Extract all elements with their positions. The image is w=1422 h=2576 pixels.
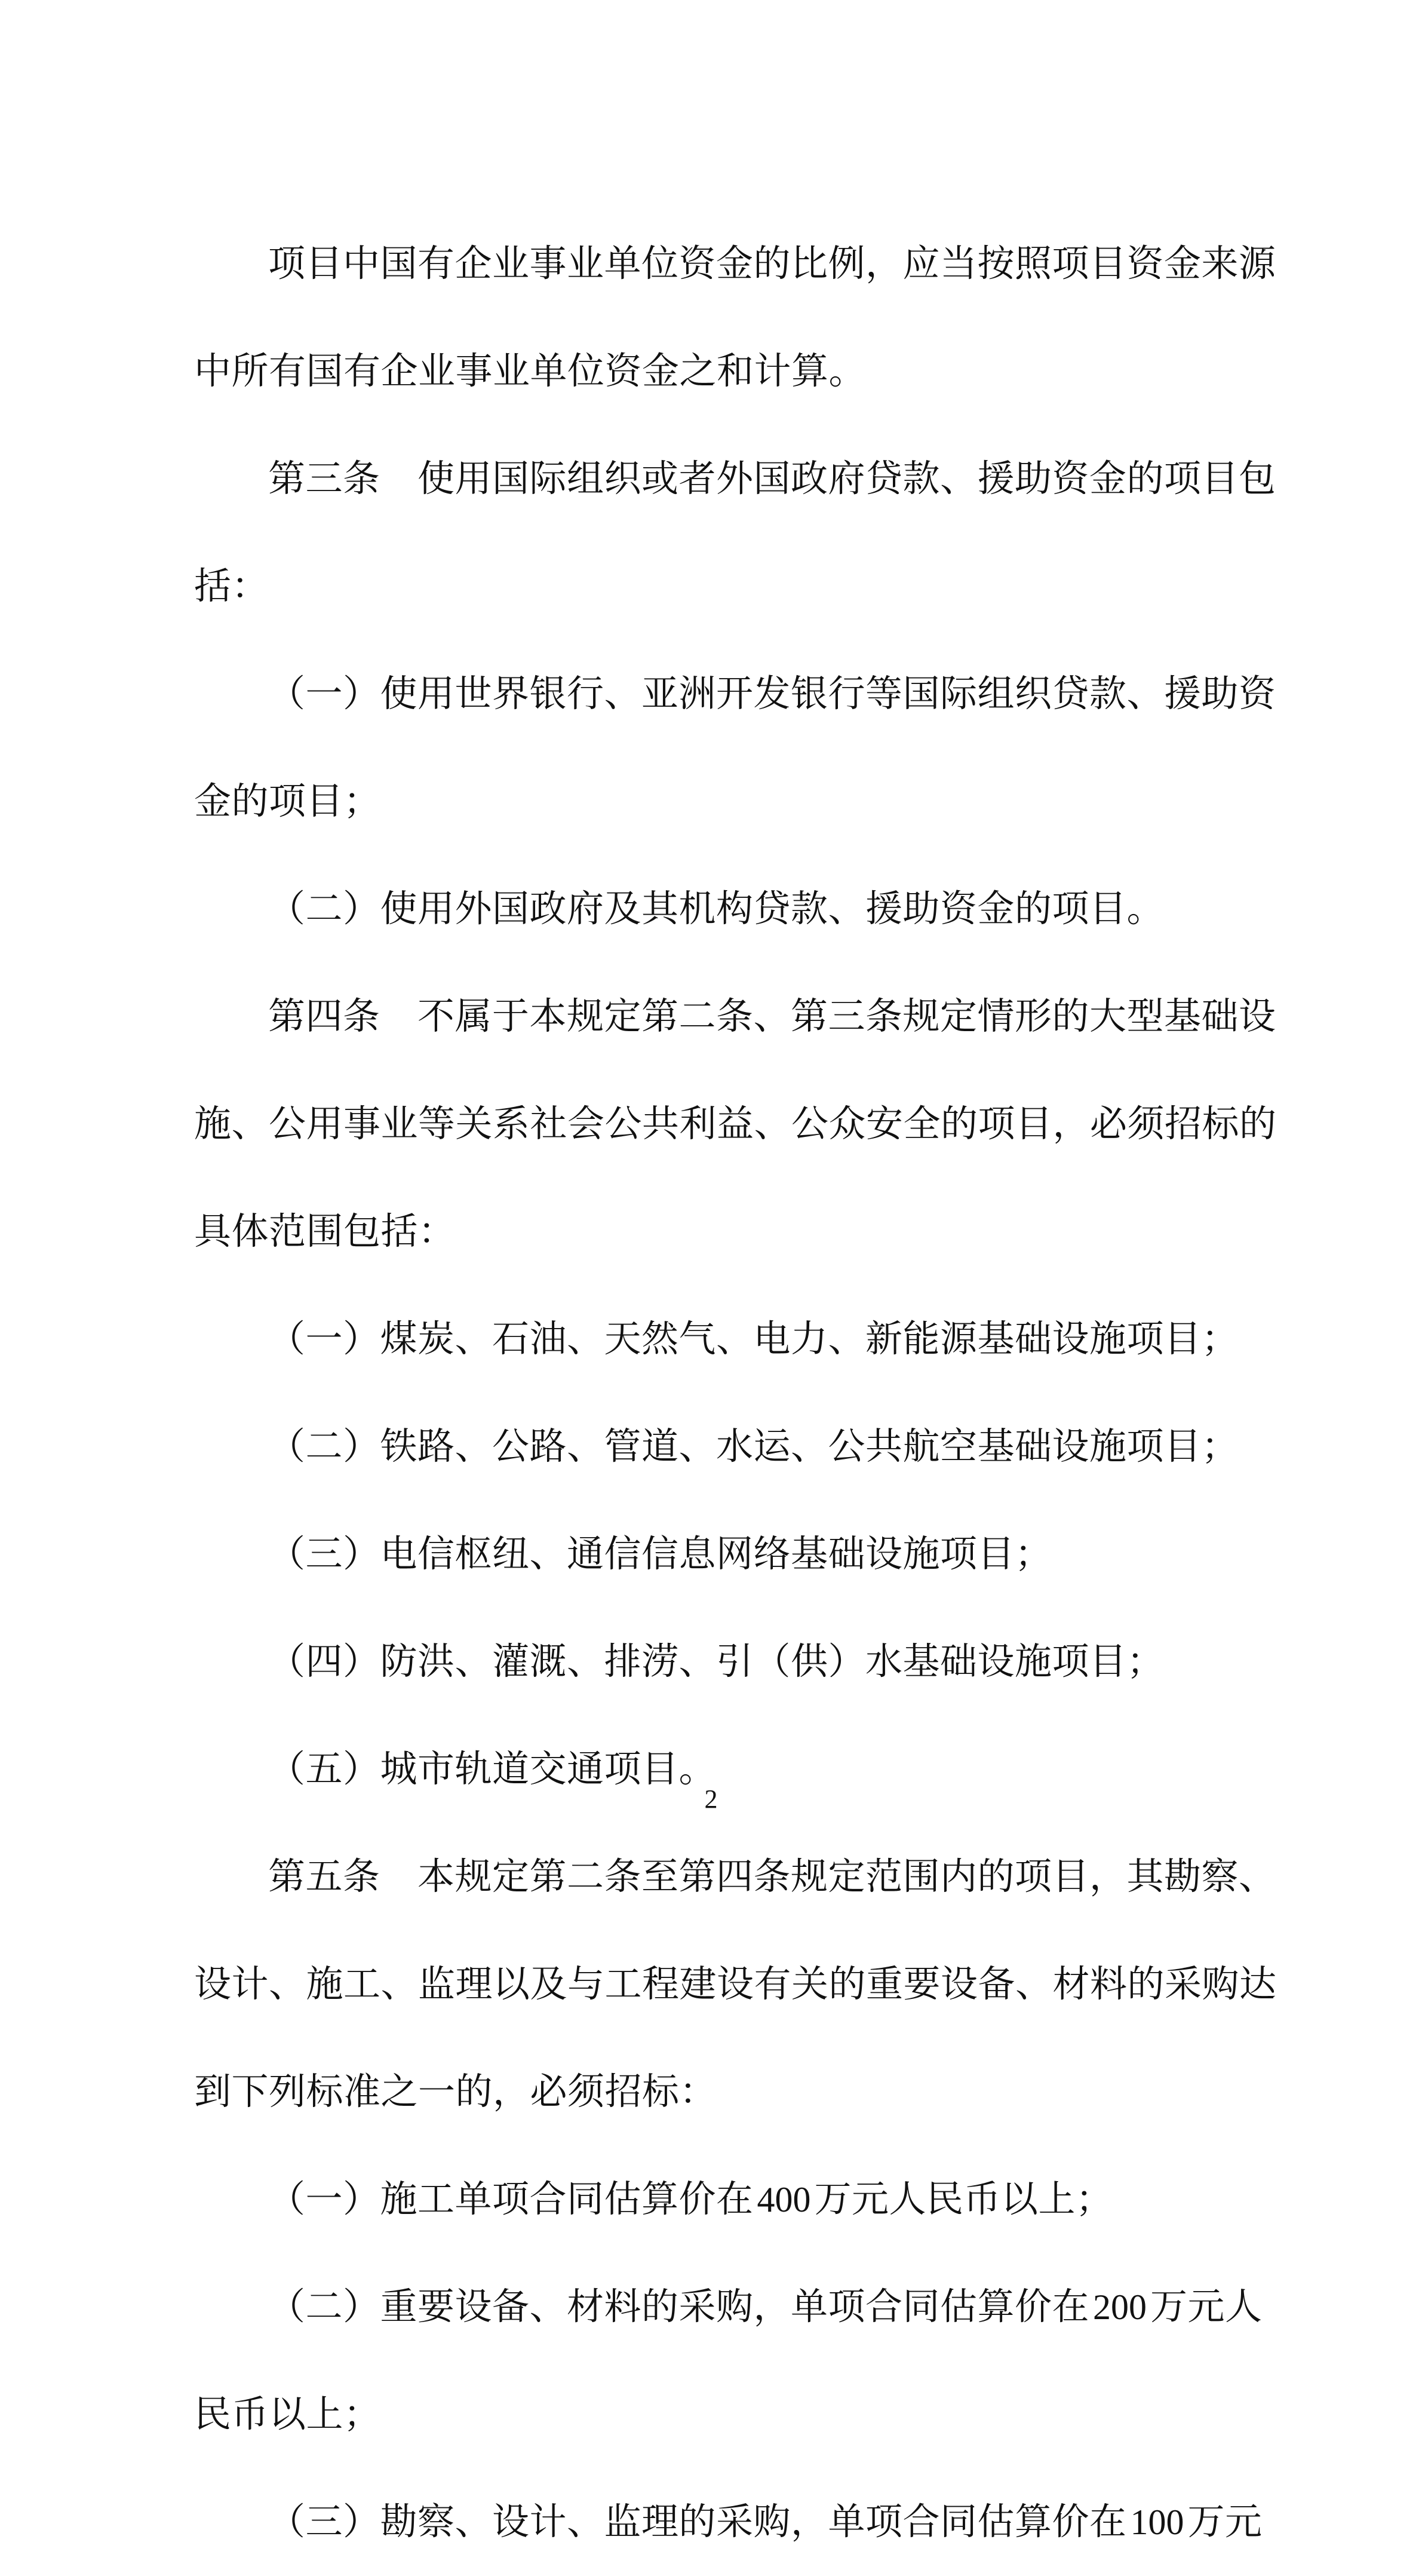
line-text-segment: （一）施工单项合同估算价在 <box>268 2179 754 2220</box>
list-item-line: （五）城市轨道交通项目。 <box>268 1749 717 1790</box>
article-five-heading-line: 第五条 本规定第二条至第四条规定范围内的项目，其勘察、 <box>268 1856 1276 1897</box>
document-body <box>194 210 1277 2576</box>
page-number: 2 <box>704 1784 718 1814</box>
line-text-segment: 万元人 <box>1150 2286 1263 2327</box>
paragraph-line: 施、公用事业等关系社会公共利益、公众安全的项目，必须招标的 <box>194 1103 1277 1145</box>
list-item-line: （四）防洪、灌溉、排涝、引（供）水基础设施项目； <box>268 1641 1165 1682</box>
line-text-segment: （二）重要设备、材料的采购，单项合同估算价在 <box>268 2286 1090 2327</box>
amount-value: 400 <box>757 2180 811 2219</box>
paragraph-line: 中所有国有企业事业单位资金之和计算。 <box>194 351 867 392</box>
paragraph-line: 项目中国有企业事业单位资金的比例，应当按照项目资金来源 <box>268 243 1276 284</box>
list-item-line: （二）使用外国政府及其机构贷款、援助资金的项目。 <box>268 888 1165 930</box>
paragraph-line: 金的项目； <box>194 781 381 822</box>
paragraph-line: 到下列标准之一的，必须招标： <box>194 2071 717 2112</box>
list-item-line: （三）电信枢纽、通信信息网络基础设施项目； <box>268 1534 1052 1575</box>
article-four-heading-line: 第四条 不属于本规定第二条、第三条规定情形的大型基础设 <box>268 996 1276 1037</box>
list-item-line-with-amount <box>194 2468 1263 2576</box>
amount-value: 100 <box>1130 2503 1184 2542</box>
list-item-line: （一）煤炭、石油、天然气、电力、新能源基础设施项目； <box>268 1318 1239 1360</box>
line-text-segment: 万元人民币以上； <box>814 2179 1113 2220</box>
paragraph-line: 括： <box>194 566 269 607</box>
amount-value: 200 <box>1093 2287 1147 2327</box>
paragraph-line: 民币以上； <box>194 2394 381 2435</box>
paragraph-line: 具体范围包括： <box>194 1211 456 1252</box>
list-item-line-with-amount <box>194 2146 1228 2253</box>
paragraph-line: 设计、施工、监理以及与工程建设有关的重要设备、材料的采购达 <box>194 1964 1277 2005</box>
line-text-segment: 万元 <box>1187 2501 1263 2543</box>
list-item-line-with-amount <box>194 2253 1263 2361</box>
article-three-heading-line: 第三条 使用国际组织或者外国政府贷款、援助资金的项目包 <box>268 458 1276 499</box>
list-item-line: （二）铁路、公路、管道、水运、公共航空基础设施项目； <box>268 1426 1239 1467</box>
line-text-segment: （三）勘察、设计、监理的采购，单项合同估算价在 <box>268 2501 1127 2543</box>
list-item-line: （一）使用世界银行、亚洲开发银行等国际组织贷款、援助资 <box>268 673 1276 714</box>
